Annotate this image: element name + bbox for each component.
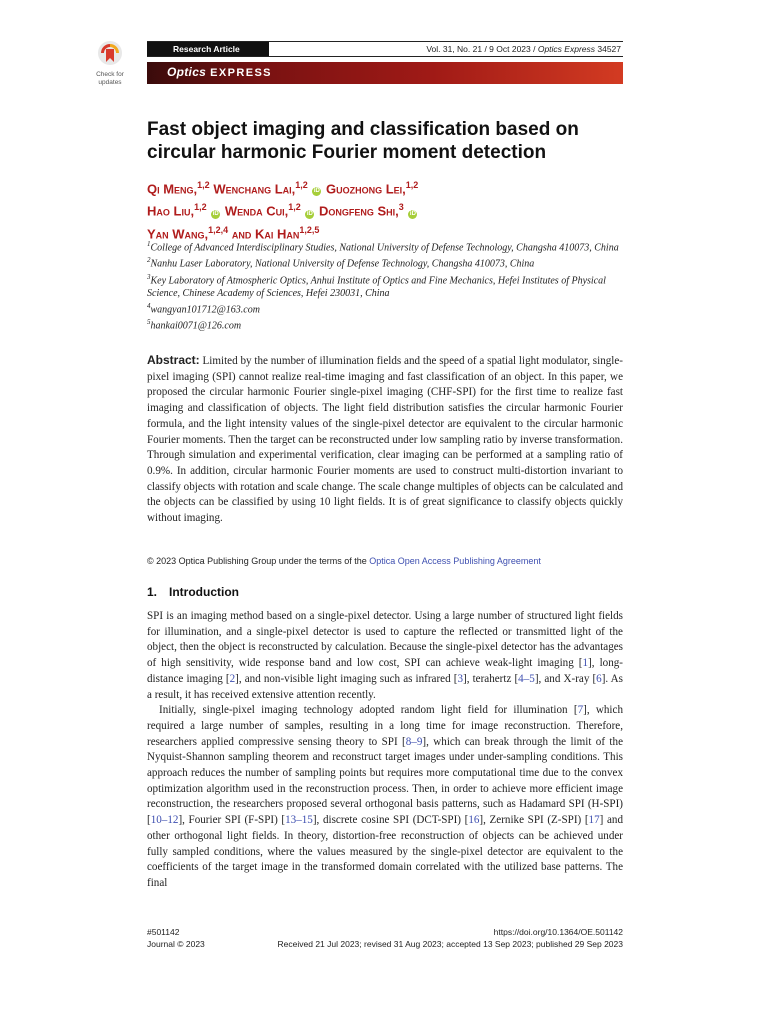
paragraph-text: ], which can break through the limit of the Nyquist-Shannon sampling theorem and reconstruct target images under under-sampling conditions. This approach reduces the number of sampling points but requires more computational time due to the convex optimization algorithm used in the reconstruction process. Then, in order to achieve more efficient image reconstruction, the researchers proposed several orthogonal basis patterns, such as Hadamard SPI (H-SPI) [ bbox=[147, 735, 623, 827]
author-affiliation-marker: 1,2 bbox=[295, 180, 308, 190]
paragraph-text: ], Fourier SPI (F-SPI) [ bbox=[178, 814, 286, 827]
orcid-icon[interactable]: iD bbox=[409, 210, 416, 217]
abstract bbox=[147, 353, 623, 527]
paragraph-text: ] and other orthogonal light fields. In theory, distortion-free reconstruction of objects can be achieved under fully sampled conditions, where the values measured by the single-pixel detector are equivalent to the coefficients of the target image in the transformed domain correlated with the utilized base patterns. The final bbox=[147, 814, 623, 889]
affiliation-text: Key Laboratory of Atmospheric Optics, Anhui Institute of Optics and Fine Mechanics, Hefei Institutes of Physical Science, Chinese Academy of Sciences, Hefei 230031, China bbox=[147, 274, 606, 299]
doi-link[interactable]: https://doi.org/10.1364/OE.501142 bbox=[493, 927, 623, 937]
affiliation-item bbox=[147, 300, 623, 316]
paragraph-text: ], and X-ray [ bbox=[534, 672, 597, 685]
footer bbox=[147, 926, 623, 950]
author-name: Hao Liu, bbox=[147, 203, 195, 219]
author-affiliation-marker: 3 bbox=[398, 202, 404, 213]
journal-copyright: Journal © 2023 bbox=[147, 939, 205, 949]
orcid-icon[interactable]: iD bbox=[313, 188, 320, 195]
author-affiliation-marker: 1,2 bbox=[197, 180, 210, 190]
reference-link[interactable]: 6 bbox=[596, 672, 602, 685]
paragraph bbox=[147, 609, 623, 703]
paragraph-text: ]. As a result, it has received extensive attention recently. bbox=[147, 672, 624, 701]
body-text bbox=[147, 609, 623, 892]
affiliation-marker: 2 bbox=[147, 256, 151, 265]
author-name: Guozhong Lei, bbox=[326, 181, 406, 197]
section-number: 1. bbox=[147, 585, 158, 599]
reference-link[interactable]: 17 bbox=[588, 814, 600, 827]
affiliation-item bbox=[147, 238, 623, 254]
bookmark-icon bbox=[97, 40, 123, 70]
journal-banner bbox=[147, 62, 623, 84]
reference-link[interactable]: 2 bbox=[229, 672, 236, 685]
reference-link[interactable]: 10–12 bbox=[150, 814, 179, 827]
reference-link[interactable]: 4–5 bbox=[518, 672, 535, 685]
copyright-text: © 2023 Optica Publishing Group under the terms of the bbox=[147, 556, 370, 566]
author-list bbox=[147, 176, 627, 243]
affiliation-text: hankai0071@126.com bbox=[150, 320, 242, 332]
author-name: Dongfeng Shi, bbox=[318, 203, 399, 219]
affiliation-marker: 1 bbox=[147, 240, 151, 248]
affiliation-item bbox=[147, 271, 623, 300]
article-type: Research Article bbox=[147, 42, 269, 56]
citation-page: 34527 bbox=[595, 44, 621, 54]
paragraph-text: ], terahertz [ bbox=[463, 672, 519, 685]
author-name: Yan Wang, bbox=[147, 225, 209, 241]
affiliation-text: wangyan101712@163.com bbox=[150, 304, 260, 316]
paragraph-text: ], which required a large number of samples, resulting in a long time for image reconstruction. Therefore, researchers applied compressive sensing theory to SPI [ bbox=[147, 704, 623, 748]
badge-line-1: Check for bbox=[96, 71, 124, 78]
publication-dates: Received 21 Jul 2023; revised 31 Aug 2023; accepted 13 Sep 2023; published 29 Sep 2023 bbox=[277, 939, 623, 949]
affiliation-item bbox=[147, 316, 623, 332]
license-link[interactable]: Optica Open Access Publishing Agreement bbox=[369, 556, 541, 566]
affiliation-marker: 4 bbox=[147, 301, 151, 310]
paragraph-text: SPI is an imaging method based on a single-pixel detector. Using a large number of structured light fields for illumination, and a single-pixel detector is used to capture the reflected or transmitted light of the object, then the object is reconstructed by calculation. Because the single-pixel detector has the advantages of high sensitivity, wide response band and low cost, SPI can achieve weak-light imaging [ bbox=[147, 610, 623, 670]
section-title: Introduction bbox=[169, 585, 239, 599]
section-heading bbox=[147, 585, 239, 599]
paragraph-text: Initially, single-pixel imaging technology adopted random light field for illumination [ bbox=[159, 704, 578, 717]
reference-link[interactable]: 7 bbox=[577, 704, 584, 717]
affiliation-text: College of Advanced Interdisciplinary Studies, National University of Defense Technology, Changsha 410073, China bbox=[150, 242, 619, 254]
citation-journal: Optics Express bbox=[537, 44, 595, 54]
author-affiliation-marker: 1,2,4 bbox=[208, 224, 229, 235]
author-affiliation-marker: 1,2 bbox=[288, 202, 301, 213]
journal-word-express: EXPRESS bbox=[210, 67, 272, 79]
reference-link[interactable]: 3 bbox=[457, 672, 463, 685]
abstract-text: Limited by the number of illumination fields and the speed of a spatial light modulator, single-pixel imaging (SPI) cannot realize real-time imaging and fast classification of an object. In this paper, we proposed the circular harmonic Fourier single-pixel imaging (CHF-SPI) for the first time to realize fast imaging and classification of objects. The light field distribution satisfies the circular harmonic Fourier formula, and the light intensity values of the single-pixel detector are equivalent to the circular harmonic Fourier moments. Then the target can be reconstructed under low sampling ratio by inverse transformation. Through simulation and experimental verification, clear imaging can be performed at a sampling ratio of 0.9%. In addition, circular harmonic Fourier moments are used to construct multi-distortion invariant to classify objects with rotation and scale change. The scale change multiples of objects can be calculated and the objects can be classified by using 10 light fields. It is of great significance to classify objects quickly without imaging. bbox=[147, 355, 624, 525]
author-affiliation-marker: 1,2,5 bbox=[299, 224, 320, 235]
author-name: Wenda Cui, bbox=[224, 203, 289, 219]
badge-line-2: updates bbox=[98, 79, 122, 86]
paper-title: Fast object imaging and classification based on circular harmonic Fourier moment detection bbox=[147, 119, 579, 163]
citation bbox=[426, 42, 621, 56]
author-affiliation-marker: 1,2 bbox=[405, 180, 419, 190]
affiliation-text: Nanhu Laser Laboratory, National University of Defense Technology, Changsha 410073, China bbox=[150, 258, 535, 270]
copyright-notice bbox=[147, 556, 627, 566]
orcid-icon[interactable]: iD bbox=[212, 210, 219, 217]
journal-word-optics: Optics bbox=[167, 65, 207, 79]
journal-logo bbox=[167, 65, 272, 79]
paragraph-text: ], Zernike SPI (Z-SPI) [ bbox=[479, 814, 589, 827]
author-affiliation-marker: 1,2 bbox=[194, 202, 207, 213]
author-name: Qi Meng, bbox=[147, 181, 198, 197]
affiliation-marker: 5 bbox=[147, 318, 151, 327]
paragraph-text: ], discrete cosine SPI (DCT-SPI) [ bbox=[312, 814, 469, 827]
abstract-label: Abstract: bbox=[147, 353, 200, 367]
author-name: Wenchang Lai, bbox=[213, 181, 296, 197]
orcid-icon[interactable]: iD bbox=[306, 210, 313, 217]
affiliations bbox=[147, 238, 623, 333]
author-name: and Kai Han bbox=[231, 225, 300, 241]
paragraph-text: ], and non-visible light imaging such as infrared [ bbox=[235, 672, 458, 685]
paragraph-text: ], long-distance imaging [ bbox=[147, 657, 623, 685]
citation-prefix: Vol. 31, No. 21 / 9 Oct 2023 / bbox=[426, 44, 538, 54]
header-bar bbox=[147, 41, 623, 57]
reference-link[interactable]: 16 bbox=[468, 814, 480, 827]
check-for-updates-badge[interactable] bbox=[90, 40, 130, 86]
reference-link[interactable]: 8–9 bbox=[405, 735, 423, 748]
affiliation-marker: 3 bbox=[147, 272, 151, 281]
paragraph bbox=[147, 703, 623, 891]
manuscript-id: #501142 bbox=[147, 927, 180, 937]
reference-link[interactable]: 1 bbox=[582, 657, 589, 670]
reference-link[interactable]: 13–15 bbox=[285, 814, 313, 827]
affiliation-item bbox=[147, 254, 623, 270]
